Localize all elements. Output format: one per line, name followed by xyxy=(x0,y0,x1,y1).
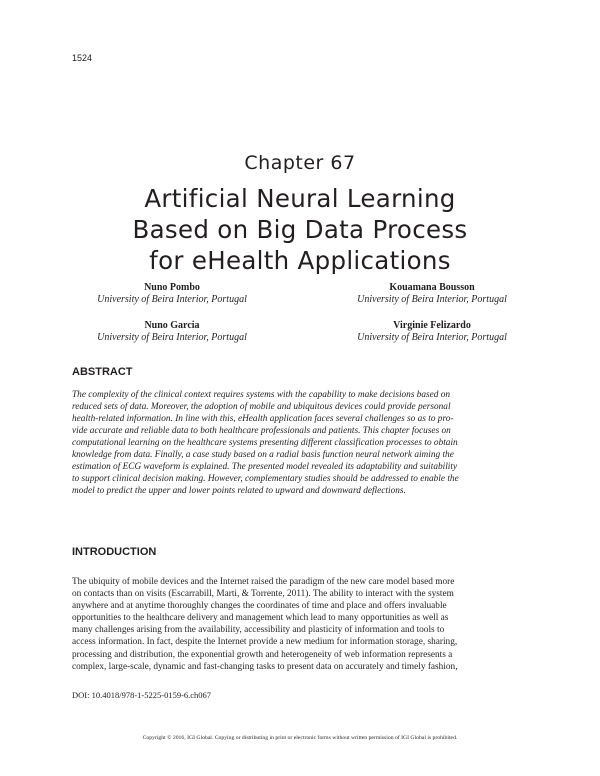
abstract-line: health-related information. In line with this, eHealth application faces several challenges so as to pro- xyxy=(72,414,454,425)
author-block xyxy=(312,282,552,306)
intro-line: The ubiquity of mobile devices and the Internet raised the paradigm of the new care model based more xyxy=(72,577,455,587)
abstract-line: to support clinical decision making. However, complementary studies should be addressed to enable the xyxy=(72,474,459,485)
author-block xyxy=(312,320,552,344)
abstract-line: reduced sets of data. Moreover, the adoption of mobile and ubiquitous devices could provide personal xyxy=(72,402,451,413)
title-line: for eHealth Applications xyxy=(149,246,451,275)
author-affiliation: University of Beira Interior, Portugal xyxy=(97,294,247,305)
abstract-heading: ABSTRACT xyxy=(72,366,133,378)
author-block xyxy=(52,320,292,344)
abstract-line: The complexity of the clinical context requires systems with the capability to make decisions based on xyxy=(72,390,451,400)
introduction-heading: INTRODUCTION xyxy=(72,546,157,558)
page-number: 1524 xyxy=(72,53,93,63)
author-block xyxy=(52,282,292,306)
abstract-line: vide accurate and reliable data to both healthcare professionals and patients. This chapter focuses on xyxy=(72,426,451,437)
introduction-body xyxy=(72,576,527,673)
abstract-body xyxy=(72,389,527,497)
intro-line: processing and distribution, the exponential growth and heterogeneity of web information represents a xyxy=(72,649,453,660)
intro-line: opportunities to the healthcare delivery and management which lead to many opportunities as well as xyxy=(72,613,449,624)
doi: DOI: 10.4018/978-1-5225-0159-6.ch067 xyxy=(72,690,212,700)
abstract-line: estimation of ECG waveform is explained. The presented model revealed its adaptability and suitability xyxy=(72,462,458,473)
intro-line: anywhere and at anytime thoroughly changes the coordinates of time and place and offers invaluable xyxy=(72,601,447,612)
chapter-label: Chapter 67 xyxy=(244,152,356,174)
author-name: Nuno Pombo xyxy=(144,282,200,293)
author-affiliation: University of Beira Interior, Portugal xyxy=(97,332,247,343)
abstract-line: model to predict the upper and lower points related to upward and downward deflections. xyxy=(72,486,406,497)
intro-line: many challenges arising from the availability, accessibility and plasticity of information and tools to xyxy=(72,625,445,636)
abstract-line: computational learning on the healthcare systems presenting different classification processes to obtain xyxy=(72,438,458,449)
author-affiliation: University of Beira Interior, Portugal xyxy=(357,294,507,305)
copyright-notice: Copyright © 2016, IGI Global. Copying or distributing in print or electronic forms without written permission of IGI Global is prohibited. xyxy=(142,735,458,741)
chapter-title xyxy=(0,183,600,276)
author-name: Virginie Felizardo xyxy=(393,320,471,331)
title-line: Based on Big Data Process xyxy=(132,215,468,244)
title-line: Artificial Neural Learning xyxy=(144,184,456,213)
intro-line: complex, large-scale, dynamic and fast-changing tasks to present data on accurately and timely fashion, xyxy=(72,661,458,672)
intro-line: on contacts than on visits (Escarrabill, Marti, & Torrente, 2011). The ability to interact with the system xyxy=(72,589,454,600)
author-name: Nuno Garcia xyxy=(144,320,200,331)
intro-line: access information. In fact, despite the Internet provide a new medium for information storage, sharing, xyxy=(72,637,458,648)
author-affiliation: University of Beira Interior, Portugal xyxy=(357,332,507,343)
author-name: Kouamana Bousson xyxy=(389,282,475,293)
abstract-line: knowledge from data. Finally, a case study based on a radial basis function neural network aiming the xyxy=(72,450,454,461)
